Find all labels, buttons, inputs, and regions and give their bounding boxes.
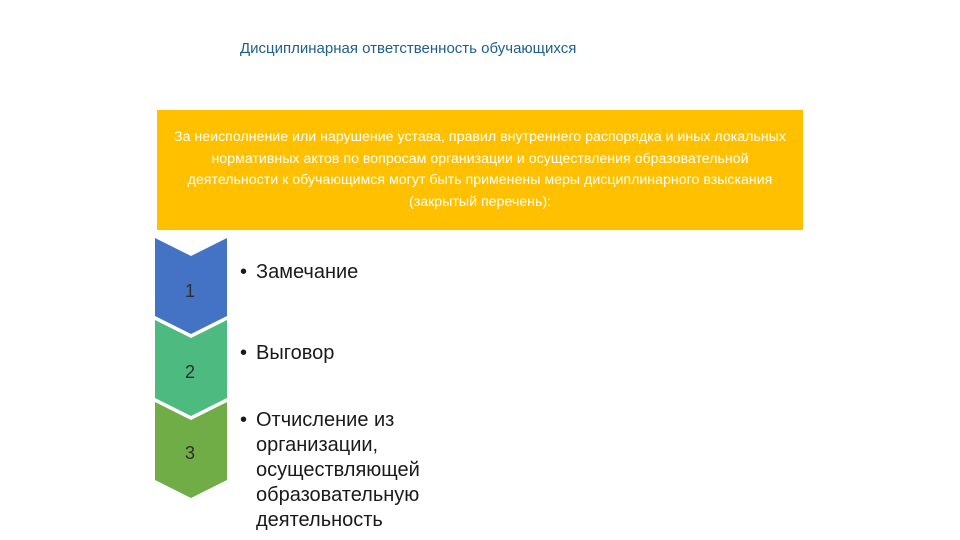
measure-item-3 — [240, 408, 420, 533]
step-chevron-1 — [155, 238, 227, 334]
measure-item-2 — [240, 341, 334, 366]
bullet-icon: • — [240, 261, 248, 283]
measure-text-3: Отчисление из организации, осуществляющей образовательную деятельность — [256, 409, 420, 531]
step-chevrons — [155, 238, 227, 500]
measure-item-1 — [240, 260, 358, 285]
step-number-1: 1 — [184, 281, 196, 301]
measure-text-1: Замечание — [256, 261, 359, 283]
intro-box — [157, 110, 803, 230]
intro-text: За неисполнение или нарушение устава, правил внутреннего распорядка и иных локальных нормативных актов по вопросам организации и осуществления образовательной деятельности к обучающимся могут быть применены меры дисциплинарного взыскания (закрытый перечень): — [174, 129, 786, 210]
step-number-3: 3 — [184, 443, 196, 463]
bullet-icon: • — [240, 342, 248, 364]
bullet-icon: • — [240, 409, 248, 431]
step-chevron-3 — [155, 402, 227, 498]
slide-title: Дисциплинарная ответственность обучающихся — [240, 40, 577, 57]
step-number-2: 2 — [184, 362, 196, 382]
measure-text-2: Выговор — [256, 342, 335, 364]
step-chevron-2 — [155, 320, 227, 416]
